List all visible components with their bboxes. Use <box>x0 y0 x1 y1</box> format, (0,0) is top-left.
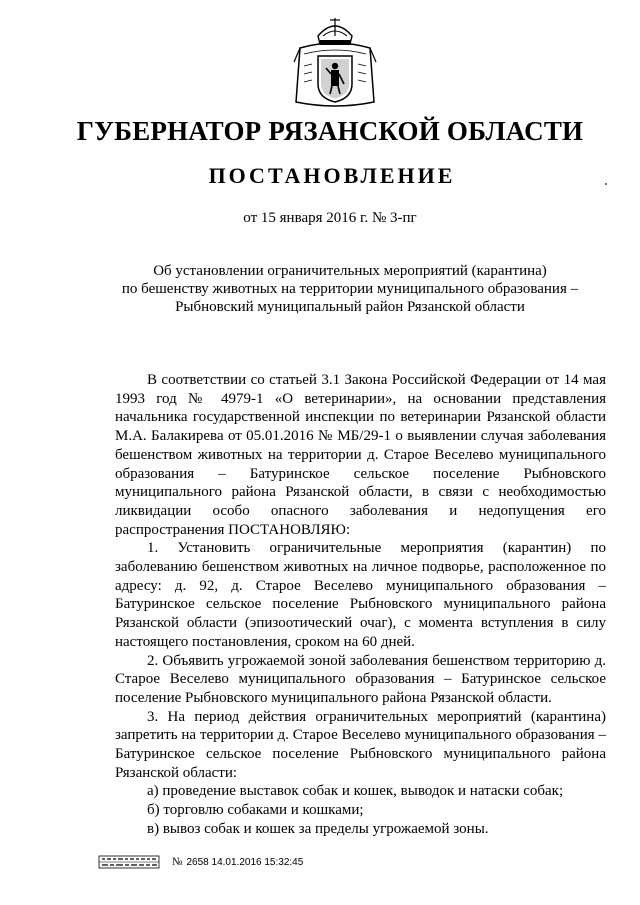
document-body <box>115 371 606 839</box>
item-3-paragraph: 3. На период действия ограничительных мероприятий (карантина) запретить на территории д. Старое Веселево муниципального образования – Батуринское сельское поселение Рыбновского муниципального района Рязанской области: <box>115 708 606 781</box>
issuer-title: ГУБЕРНАТОР РЯЗАНСКОЙ ОБЛАСТИ <box>76 116 584 146</box>
subitem-a: а) проведение выставок собак и кошек, выводок и натаски собак; <box>147 783 564 800</box>
heading-line: Рыбновский муниципальный район Рязанской области <box>175 299 525 315</box>
document-date-number: от 15 января 2016 г. № 3-пг <box>243 210 417 226</box>
registration-stamp-icon <box>98 853 160 871</box>
item-1-paragraph: 1. Установить ограничительные мероприятия (карантин) по заболеванию бешенством животных на личное подворье, расположенное по адресу: д. 92, д. Старое Веселево муниципального образования – Батуринское сельское поселение Рыбновского муниципального района Рязанской области (эпизоотический очаг), с момента вступления в силу настоящего постановления, сроком на 60 дней. <box>115 540 606 650</box>
registration-info: 2658 14.01.2016 15:32:45 <box>186 856 304 868</box>
registration-footer <box>98 852 358 872</box>
number-symbol: № <box>172 856 183 868</box>
subitem-c: в) вывоз собак и кошек за пределы угрожаемой зоны. <box>147 820 489 837</box>
heading-line: Об установлении ограничительных мероприятий (карантина) <box>153 263 547 279</box>
heading-line: по бешенству животных на территории муниципального образования – <box>121 281 579 297</box>
scan-speck <box>605 183 607 185</box>
coat-of-arms-icon <box>290 14 380 110</box>
document-heading <box>120 262 580 316</box>
subitem-b: б) торговлю собаками и кошками; <box>147 802 364 819</box>
document-type: ПОСТАНОВЛЕНИЕ <box>208 163 456 188</box>
preamble-paragraph: В соответствии со статьей 3.1 Закона Российской Федерации от 14 мая 1993 год № 4979-1 «О ветеринарии», на основании представления начальника государственной инспекции по ветеринарии Рязанской области М.А. Балакирева от 05.01.2016 № МБ/29-1 о выявлении случая заболевания бешенством животных на территории д. Старое Веселево муниципального образования – Батуринское сельское поселение Рыбновского муниципального района Рязанской области, в связи с необходимостью ликвидации особо опасного заболевания и недопущения его распространения ПОСТАНОВЛЯЮ: <box>115 372 606 538</box>
item-2-paragraph: 2. Объявить угрожаемой зоной заболевания бешенством территорию д. Старое Веселево муниципального образования – Батуринское сельское поселение Рыбновского муниципального района Рязанской области. <box>115 652 606 706</box>
